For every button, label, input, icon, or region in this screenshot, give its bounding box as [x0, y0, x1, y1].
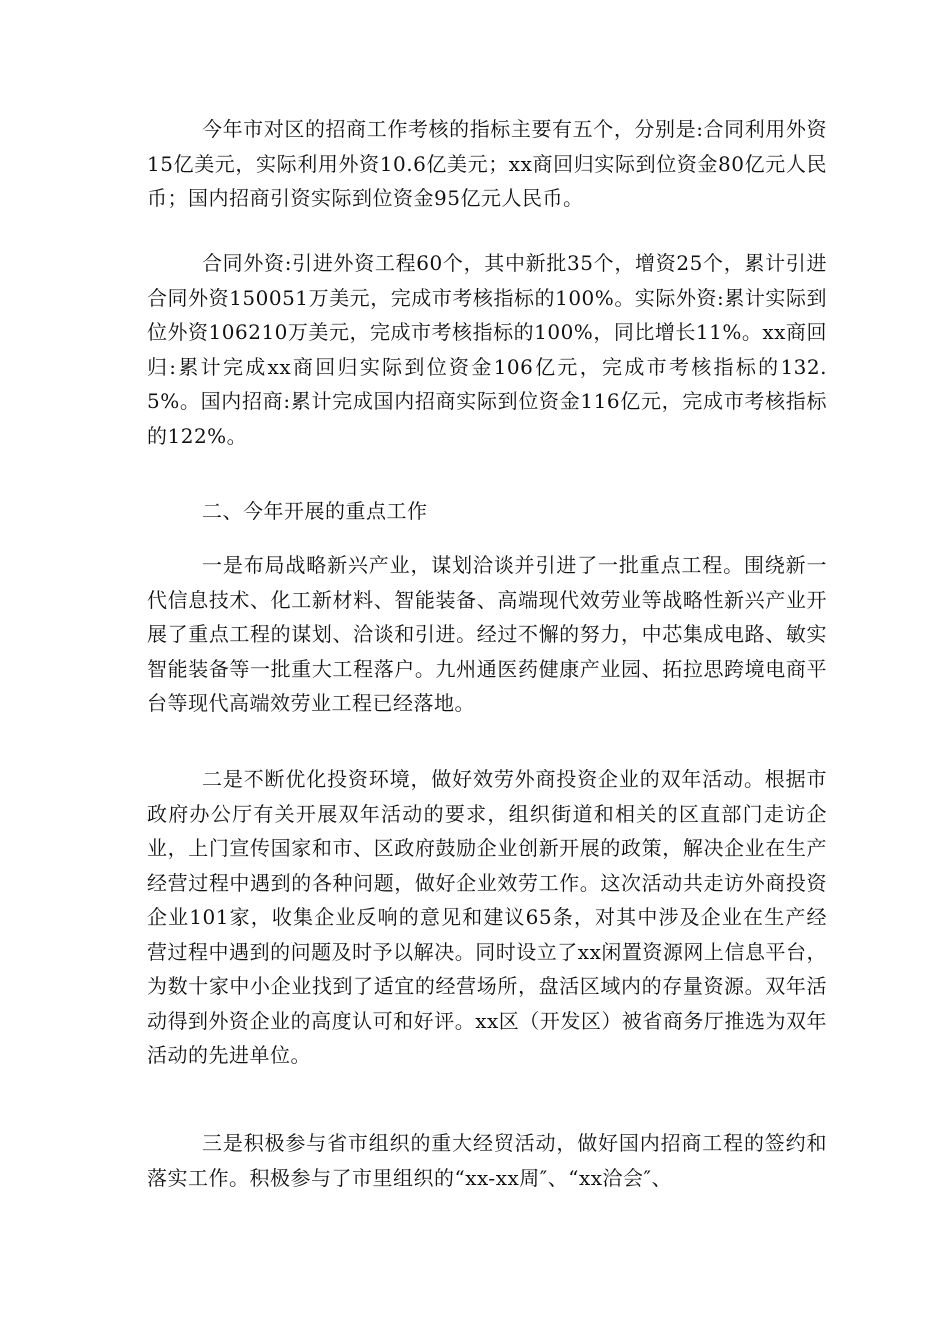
paragraph-emerging-industries: 一是布局战略新兴产业，谋划洽谈并引进了一批重点工程。围绕新一代信息技术、化工新材料、智能装备、高端现代效劳业等战略性新兴产业开展了重点工程的谋划、洽谈和引进。经过不懈的努力，中芯集成电路、敏实智能装备等一批重大工程落户。九州通医药健康产业园、拓拉思跨境电商平台等现代高端效劳业工程已经落地。 [147, 553, 827, 715]
paragraph-trade-activities: 三是积极参与省市组织的重大经贸活动，做好国内招商工程的签约和落实工作。积极参与了市里组织的“xx-xx周″、“xx洽会″、 [147, 1131, 827, 1190]
section-heading-key-work: 二、今年开展的重点工作 [202, 499, 428, 523]
paragraph-investment-environment: 二是不断优化投资环境，做好效劳外商投资企业的双年活动。根据市政府办公厅有关开展双年活动的要求，组织街道和相关的区直部门走访企业，上门宣传国家和市、区政府鼓励企业创新开展的政策，解决企业在生产经营过程中遇到的各种问题，做好企业效劳工作。这次活动共走访外商投资企业101家，收集企业反响的意见和建议65条，对其中涉及企业在生产经营过程中遇到的问题及时予以解决。同时设立了xx闲置资源网上信息平台，为数十家中小企业找到了适宜的经营场所，盘活区域内的存量资源。双年活动得到外资企业的高度认可和好评。xx区（开发区）被省商务厅推选为双年活动的先进单位。 [147, 767, 827, 1067]
paragraph-completion-status: 合同外资:引进外资工程60个，其中新批35个，增资25个，累计引进合同外资150051万美元，完成市考核指标的100%。实际外资:累计实际到位外资106210万美元，完成市考核指标的100%，同比增长11%。xx商回归:累计完成xx商回归实际到位资金106亿元，完成市考核指标的132.5%。国内招商:累计完成国内招商实际到位资金116亿元，完成市考核指标的122%。 [147, 251, 827, 448]
paragraph-assessment-indicators: 今年市对区的招商工作考核的指标主要有五个，分别是:合同利用外资15亿美元，实际利用外资10.6亿美元；xx商回归实际到位资金80亿元人民币；国内招商引资实际到位资金95亿元人民币。 [147, 117, 827, 210]
